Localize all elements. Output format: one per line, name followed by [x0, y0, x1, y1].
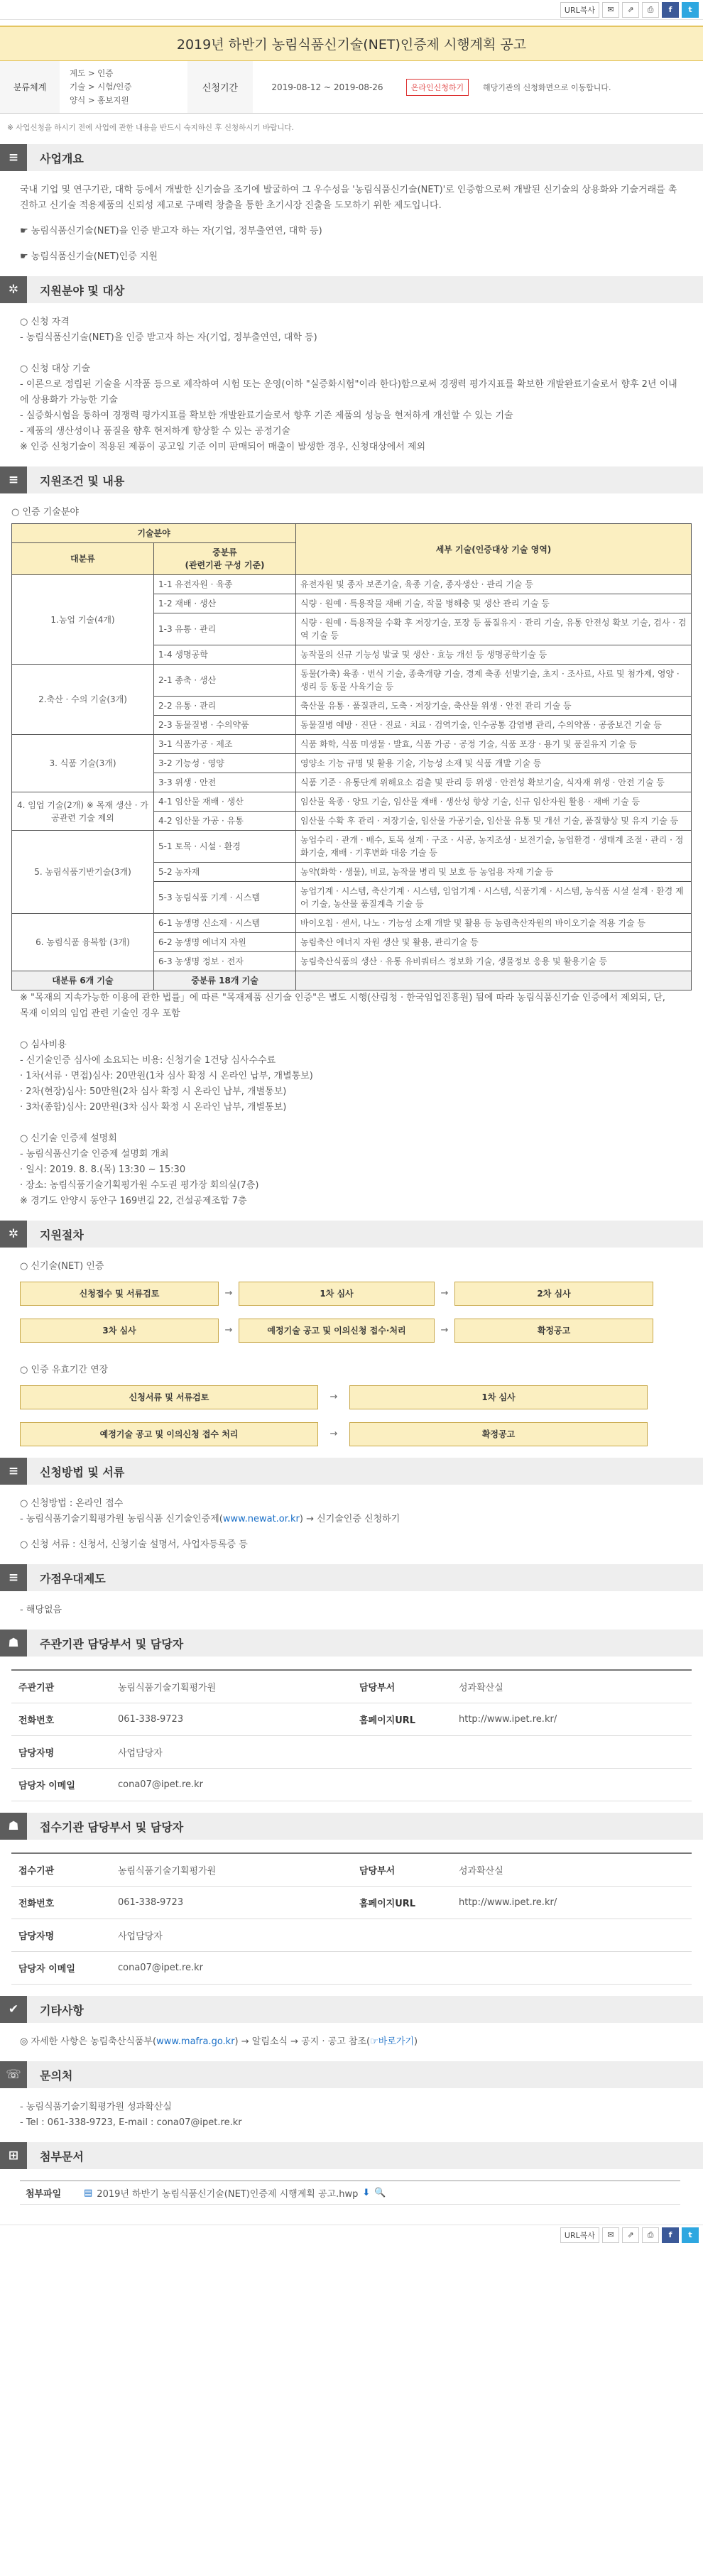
detail-cell: 축산물 유통 · 품질관리, 도축 · 저장기술, 축산물 위생 · 안전 관리 기술 등 — [296, 697, 692, 716]
period-label: 신청기간 — [187, 61, 253, 113]
detail-cell: 농업수리 · 관개 · 배수, 토목 설계 · 구조 · 시공, 농지조성 · 보전기술, 농업환경 · 생태계 조절 · 관리 · 정화기술, 재배 · 기후변화 대응 기술 등 — [296, 831, 692, 863]
section-title: 사업개요 — [40, 151, 84, 165]
contact-value: 성과확산실 — [459, 1683, 503, 1693]
minor-cell: 4-1 임산물 재배 · 생산 — [154, 792, 296, 812]
section-body-etc — [0, 2023, 703, 2050]
major-cell: 3. 식품 기술(3개) — [12, 735, 154, 792]
conditions-line: · 일시: 2019. 8. 8.(목) 13:30 ~ 15:30 — [20, 1164, 186, 1175]
contact-key: 담당자 이메일 — [18, 1781, 75, 1791]
section-body-method — [0, 1485, 703, 1553]
section-header-procedure — [0, 1221, 703, 1248]
table-header: 기술분야 — [12, 524, 296, 543]
attachment-file-link[interactable]: 2019년 하반기 농림식품신기술(NET)인증제 시행계획 공고.hwp — [97, 2188, 359, 2200]
total-blank — [296, 971, 692, 990]
section-header-conditions — [0, 466, 703, 493]
minor-cell: 3-3 위생 · 안전 — [154, 773, 296, 792]
contact-key: 접수기관 — [18, 1866, 55, 1877]
contact-value: cona07@ipet.re.kr — [118, 1963, 204, 1973]
plus-icon: ⊞ — [0, 2142, 27, 2169]
online-apply-button[interactable]: 온라인신청하기 — [406, 79, 469, 96]
flow-row: 신청서류 및 서류검토 → 1차 심사 — [20, 1385, 683, 1409]
flow-step: 1차 심사 — [239, 1282, 435, 1306]
major-cell: 2.축산 · 수의 기술(3개) — [12, 665, 154, 735]
contact-value: 성과확산실 — [459, 1866, 503, 1877]
total-minor: 중분류 18개 기술 — [154, 971, 296, 990]
bonus-text: - 해당없음 — [20, 1605, 62, 1615]
flow-step: 확정공고 — [349, 1422, 648, 1446]
facebook-icon[interactable]: f — [662, 2227, 679, 2243]
contact-key: 홈페이지URL — [359, 1899, 416, 1909]
table-header: 대분류 — [12, 543, 154, 575]
inquiry-org: - 농림식품기술기획평가원 성과확산실 — [20, 2102, 172, 2112]
flow-step: 1차 심사 — [349, 1385, 648, 1409]
section-title: 주관기관 담당부서 및 담당자 — [40, 1637, 184, 1651]
detail-cell: 식품 기준 · 유통단계 위해요소 검출 및 관리 등 위생 · 안전성 확보기술, 식자재 위생 · 안전 기술 등 — [296, 773, 692, 792]
detail-cell: 농업기계 · 시스템, 축산기계 · 시스템, 임업기계 · 시스템, 식품기계 · 시스템, 농식품 시설 설계 · 환경 제어 기술, 농산물 품질계측 기술 등 — [296, 882, 692, 914]
section-header-target — [0, 276, 703, 303]
section-header-receiver — [0, 1813, 703, 1840]
category-item: 기술 > 시험/인증 — [70, 82, 132, 92]
contact-key: 담당부서 — [359, 1866, 396, 1877]
minor-cell: 3-2 기능성 · 영양 — [154, 754, 296, 773]
preview-icon[interactable]: 🔍 — [374, 2187, 386, 2198]
section-body-overview — [0, 171, 703, 265]
minor-cell: 3-1 식품가공 · 제조 — [154, 735, 296, 754]
overview-text: 국내 기업 및 연구기관, 대학 등에서 개발한 신기술을 조기에 발굴하여 그 우수성을 '농림식품신기술(NET)'로 인증함으로써 개발된 신기술의 상용화와 기술거래를 촉진하고 신기술 적용제품의 신뢰성 제고로 구매력 창출을 통한 초기시장 진출을 도모하기 위한 제도입니다. — [20, 185, 677, 211]
host-contact-table — [11, 1669, 692, 1801]
total-major: 대분류 6개 기술 — [12, 971, 154, 990]
gear-icon: ✲ — [0, 1221, 27, 1248]
section-header-inquiry — [0, 2061, 703, 2088]
table-row — [12, 575, 692, 594]
section-title: 신청방법 및 서류 — [40, 1465, 125, 1479]
detail-cell: 임산물 육종 · 양묘 기술, 임산물 재배 · 생산성 향상 기술, 신규 임산자원 활용 · 재배 기술 등 — [296, 792, 692, 812]
target-line: - 이론으로 정립된 기술을 시작품 등으로 제작하여 시험 또는 운영(이하 "실증화시험"이라 한다)함으로써 경쟁력 평가지표를 확보한 개발완료기술로서 향후 2년 이내에 상용화가 가능한 기술 — [20, 379, 677, 405]
section-body-inquiry — [0, 2088, 703, 2131]
flow-row: 신청접수 및 서류검토 → 1차 심사 → 2차 심사 — [20, 1282, 683, 1306]
conditions-line — [20, 1022, 675, 1037]
contact-value: 061-338-9723 — [118, 1897, 184, 1908]
contact-value: cona07@ipet.re.kr — [118, 1779, 204, 1790]
minor-cell: 4-2 임산물 가공 · 유통 — [154, 812, 296, 831]
contact-row — [11, 1769, 692, 1801]
conditions-line: · 2차(현장)심사: 50만원(2차 심사 확정 시 온라인 납부, 개별통보) — [20, 1086, 287, 1097]
twitter-icon[interactable]: t — [682, 2, 699, 18]
contact-value: 사업담당자 — [118, 1748, 163, 1759]
detail-cell: 식량 · 원예 · 특용작물 수확 후 저장기술, 포장 등 품질유지 · 관리 기술, 유통 안전성 확보 기술, 검사 · 검역 기술 등 — [296, 613, 692, 645]
gear-icon: ✲ — [0, 276, 27, 303]
major-cell: 1.농업 기술(4개) — [12, 575, 154, 665]
minor-cell: 5-2 농자재 — [154, 863, 296, 882]
conditions-line: · 3차(종합)심사: 20만원(3차 심사 확정 시 온라인 납부, 개별통보) — [20, 1102, 287, 1113]
flow-row: 3차 심사 → 예정기술 공고 및 이의신청 접수·처리 → 확정공고 — [20, 1319, 683, 1343]
minor-cell: 5-1 토목 · 시설 · 환경 — [154, 831, 296, 863]
flow-label: ○ 인증 유효기간 연장 — [20, 1365, 109, 1375]
minor-cell: 5-3 농림식품 기계 · 시스템 — [154, 882, 296, 914]
contact-key: 담당자명 — [18, 1748, 55, 1759]
tech-field-intro: ○ 인증 기술분야 — [11, 507, 79, 518]
table-row — [12, 665, 692, 697]
category-item: 양식 > 홍보지원 — [70, 95, 129, 105]
inquiry-contact: - Tel : 061-338-9723, E-mail : cona07@ipet.re.kr — [20, 2117, 242, 2128]
section-title: 가점우대제도 — [40, 1571, 106, 1586]
person-icon: ☗ — [0, 1813, 27, 1840]
mail-icon[interactable]: ✉ — [602, 2, 619, 18]
major-cell: 4. 임업 기술(2개) ※ 목재 생산 · 가공관련 기술 제외 — [12, 792, 154, 831]
document-icon: ≡ — [0, 144, 27, 171]
flow-step: 신청서류 및 서류검토 — [20, 1385, 318, 1409]
bottom-toolbar — [0, 2225, 703, 2244]
contact-value: 061-338-9723 — [118, 1714, 184, 1725]
notice-text: ※ 사업신청을 하시기 전에 사업에 관한 내용을 반드시 숙지하신 후 신청하시기 바랍니다. — [7, 124, 294, 132]
section-header-etc — [0, 1996, 703, 2023]
section-body-target — [0, 303, 703, 455]
goto-link[interactable]: ☞바로가기 — [370, 2036, 415, 2047]
download-icon[interactable]: ⬇ — [362, 2187, 371, 2198]
check-icon: ✔ — [0, 1996, 27, 2023]
overview-target: ☛ 농림식품신기술(NET)을 인증 받고자 하는 자(기업, 정부출연연, 대학 등) — [20, 226, 322, 236]
apply-note: 해당기관의 신청화면으로 이동합니다. — [483, 82, 611, 92]
target-line: - 실증화시험을 통하여 경쟁력 평가지표를 확보한 개발완료기술로서 향후 기존 제품의 성능을 현저하게 개선할 수 있는 기술 — [20, 410, 513, 421]
twitter-icon[interactable]: t — [682, 2227, 699, 2243]
contact-value: 사업담당자 — [118, 1931, 163, 1942]
method-text: - 농림식품기술기획평가원 농림식품 신기술인증제(www.newat.or.kr) → 신기술인증 신청하기 — [20, 1514, 400, 1524]
conditions-line: ○ 심사비용 — [20, 1039, 67, 1050]
section-title: 기타사항 — [40, 2003, 84, 2017]
contact-value[interactable]: http://www.ipet.re.kr/ — [459, 1714, 557, 1725]
flow-step: 신청접수 및 서류검토 — [20, 1282, 219, 1306]
contact-key: 담당부서 — [359, 1683, 396, 1693]
minor-cell: 1-1 유전자원 · 육종 — [154, 575, 296, 594]
contact-value: 농림식품기술기획평가원 — [118, 1866, 217, 1877]
contact-row — [11, 1952, 692, 1985]
target-line: ※ 인증 신청기술이 적용된 제품이 공고일 기준 이미 판매되어 매출이 발생한 경우, 신청대상에서 제외 — [20, 442, 426, 452]
minor-cell: 2-2 유통 · 관리 — [154, 697, 296, 716]
minor-cell: 2-3 동물질병 · 수의약품 — [154, 716, 296, 735]
document-icon: ≡ — [0, 466, 27, 493]
detail-cell: 바이오칩 · 센서, 나노 · 기능성 소재 개발 및 활용 등 농림축산자원의 바이오기술 적용 기술 등 — [296, 914, 692, 933]
mail-icon[interactable]: ✉ — [602, 2227, 619, 2243]
contact-key: 전화번호 — [18, 1899, 55, 1909]
flow-row: 예정기술 공고 및 이의신청 접수 처리 → 확정공고 — [20, 1422, 683, 1446]
major-cell: 5. 농림식품기반기술(3개) — [12, 831, 154, 914]
table-row — [12, 735, 692, 754]
contact-key: 담당자 이메일 — [18, 1964, 75, 1975]
contact-key: 전화번호 — [18, 1715, 55, 1726]
page-title: 2019년 하반기 농림식품신기술(NET)인증제 시행계획 공고 — [0, 26, 703, 61]
detail-cell: 농약(화학 · 생물), 비료, 농작물 병리 및 보호 등 농업용 자재 기술 등 — [296, 863, 692, 882]
url-copy-button[interactable]: URL복사 — [560, 2227, 599, 2243]
contact-key: 담당자명 — [18, 1931, 55, 1942]
contact-key: 홈페이지URL — [359, 1715, 416, 1726]
conditions-line: ※ "목재의 지속가능한 이용에 관한 법률」에 따른 "목재제품 신기술 인증"은 별도 시행(산림청 · 한국임업진흥원) 됨에 따라 농림식품신기술 인증에서 제외되, 단, 목재 이외의 임업 관련 기술인 경우 포함 — [20, 993, 665, 1019]
contact-row — [11, 1854, 692, 1887]
flow-step: 2차 심사 — [454, 1282, 653, 1306]
target-line: ○ 신청 대상 기술 — [20, 364, 91, 374]
table-row — [12, 792, 692, 812]
minor-cell: 6-1 농생명 신소재 · 시스템 — [154, 914, 296, 933]
target-line: - 농림식품신기술(NET)을 인증 받고자 하는 자(기업, 정부출연연, 대학 등) — [20, 332, 317, 343]
minor-cell: 2-1 종축 · 생산 — [154, 665, 296, 697]
top-toolbar — [0, 0, 703, 20]
section-title: 지원절차 — [40, 1228, 84, 1242]
overview-support: ☛ 농림식품신기술(NET)인증 지원 — [20, 251, 158, 262]
minor-cell: 6-3 농생명 정보 · 전자 — [154, 952, 296, 971]
detail-cell: 농작물의 신규 기능성 발굴 및 생산 · 효능 개선 등 생명공학기술 등 — [296, 645, 692, 665]
section-header-attachment — [0, 2142, 703, 2169]
method-docs: ○ 신청 서류 : 신청서, 신청기술 설명서, 사업자등록증 등 — [20, 1539, 248, 1550]
document-icon: ≡ — [0, 1458, 27, 1485]
contact-row — [11, 1671, 692, 1703]
detail-cell: 동물(가축) 육종 · 번식 기술, 종축개량 기술, 경제 축종 선발기술, 초지 · 조사료, 사료 및 첨가제, 영양 · 생리 등 동물 사육기술 등 — [296, 665, 692, 697]
print-icon[interactable]: ⎙ — [642, 2227, 659, 2243]
major-cell: 6. 농림식품 융복합 (3개) — [12, 914, 154, 971]
conditions-line: · 1차(서류 · 면접)심사: 20만원(1차 심사 확정 시 온라인 납부, 개별통보) — [20, 1071, 313, 1081]
url-copy-button[interactable]: URL복사 — [560, 2, 599, 18]
table-row — [12, 831, 692, 863]
conditions-notes — [11, 990, 683, 1209]
minor-cell: 1-3 유통 · 관리 — [154, 613, 296, 645]
category-item: 계도 > 인증 — [70, 68, 114, 78]
category-list — [60, 61, 187, 113]
flow-step: 예정기술 공고 및 이의신청 접수·처리 — [239, 1319, 435, 1343]
section-title: 지원분야 및 대상 — [40, 283, 125, 298]
section-title: 접수기관 담당부서 및 담당자 — [40, 1820, 184, 1834]
contact-value[interactable]: http://www.ipet.re.kr/ — [459, 1897, 557, 1908]
mafra-link[interactable]: www.mafra.go.kr — [156, 2036, 235, 2047]
target-line: ○ 신청 자격 — [20, 317, 70, 327]
etc-text: ◎ 자세한 사항은 농림축산식품부(www.mafra.go.kr) → 알림소식 → 공지 · 공고 참조(☞바로가기) — [20, 2036, 418, 2047]
method-text: ○ 신청방법 : 온라인 접수 — [20, 1498, 124, 1509]
conditions-line: ○ 신기술 인증제 설명회 — [20, 1133, 117, 1144]
flow-step: 확정공고 — [454, 1319, 653, 1343]
contact-row — [11, 1736, 692, 1769]
contact-row — [11, 1887, 692, 1919]
detail-cell: 임산물 수확 후 관리 · 저장기술, 임산물 가공기술, 임산물 유통 및 개선 기술, 품질향상 및 유지 기술 등 — [296, 812, 692, 831]
contact-value: 농림식품기술기획평가원 — [118, 1683, 217, 1693]
category-label: 분류체계 — [0, 61, 60, 113]
share-icon[interactable]: ⇗ — [622, 2, 639, 18]
minor-cell: 1-2 재배 · 생산 — [154, 594, 296, 613]
contact-key: 주관기관 — [18, 1683, 55, 1693]
section-title: 지원조건 및 내용 — [40, 474, 125, 488]
table-total-row — [12, 971, 692, 990]
section-body-procedure — [0, 1248, 703, 1446]
section-header-bonus — [0, 1564, 703, 1591]
person-icon: ☗ — [0, 1630, 27, 1657]
target-line: - 제품의 생산성이나 품질을 향후 현저하게 향상할 수 있는 공정기술 — [20, 426, 290, 437]
section-header-method — [0, 1458, 703, 1485]
table-header: 중분류 (관련기관 구성 기준) — [154, 543, 296, 575]
flow-step: 3차 심사 — [20, 1319, 219, 1343]
print-icon[interactable]: ⎙ — [642, 2, 659, 18]
minor-cell: 1-4 생명공학 — [154, 645, 296, 665]
document-icon: ≡ — [0, 1564, 27, 1591]
conditions-line: · 장소: 농림식품기술기획평가원 수도권 평가장 회의실(7층) — [20, 1180, 259, 1191]
detail-cell: 식량 · 원예 · 특용작물 재배 기술, 작물 병해충 및 생산 관리 기술 등 — [296, 594, 692, 613]
target-line — [20, 346, 683, 361]
conditions-line — [20, 1115, 675, 1131]
section-header-overview — [0, 144, 703, 171]
tech-field-table — [11, 523, 692, 990]
conditions-line: - 농림식품신기술 인증제 설명회 개최 — [20, 1149, 169, 1159]
phone-icon: ☏ — [0, 2061, 27, 2088]
receiver-contact-table — [11, 1852, 692, 1985]
attachment-row — [20, 2181, 680, 2205]
share-icon[interactable]: ⇗ — [622, 2227, 639, 2243]
flow-label: ○ 신기술(NET) 인증 — [20, 1261, 104, 1272]
facebook-icon[interactable]: f — [662, 2, 679, 18]
table-row — [12, 914, 692, 933]
hwp-file-icon: ▤ — [84, 2187, 93, 2198]
period-value: 2019-08-12 ~ 2019-08-26 — [271, 82, 383, 92]
flow-step: 예정기술 공고 및 이의신청 접수 처리 — [20, 1422, 318, 1446]
contact-row — [11, 1919, 692, 1952]
section-header-host — [0, 1630, 703, 1657]
conditions-line: - 신기술인증 심사에 소요되는 비용: 신청기술 1건당 심사수수료 — [20, 1055, 276, 1066]
detail-cell: 식품 화학, 식품 미생물 · 발효, 식품 가공 · 공정 기술, 식품 포장 · 용기 및 품질유지 기술 등 — [296, 735, 692, 754]
section-body-conditions — [0, 493, 703, 1209]
detail-cell: 동물질병 예방 · 진단 · 진료 · 치료 · 검역기술, 인수공통 감염병 관리, 수의약품 · 공중보건 기술 등 — [296, 716, 692, 735]
attachment-label: 첨부파일 — [26, 2188, 62, 2200]
info-table — [0, 61, 703, 114]
detail-cell: 농림축산식품의 생산 · 유통 유비쿼터스 정보화 기술, 생물정보 응용 및 활용기술 등 — [296, 952, 692, 971]
detail-cell: 영양소 기능 규명 및 활용 기술, 기능성 소재 및 식품 개발 기술 등 — [296, 754, 692, 773]
conditions-line: ※ 경기도 안양시 동안구 169번길 22, 건설공제조합 7층 — [20, 1196, 247, 1206]
detail-cell: 유전자원 및 종자 보존기술, 육종 기술, 종자생산 · 관리 기술 등 — [296, 575, 692, 594]
section-title: 첨부문서 — [40, 2149, 84, 2163]
section-title: 문의처 — [40, 2068, 73, 2083]
contact-row — [11, 1703, 692, 1736]
section-body-bonus — [0, 1591, 703, 1618]
newat-link[interactable]: www.newat.or.kr — [222, 1514, 300, 1524]
minor-cell: 6-2 농생명 에너지 자원 — [154, 933, 296, 952]
table-header: 세부 기술(인증대상 기술 영역) — [296, 524, 692, 575]
detail-cell: 농림축산 에너지 자원 생산 및 활용, 관리기술 등 — [296, 933, 692, 952]
